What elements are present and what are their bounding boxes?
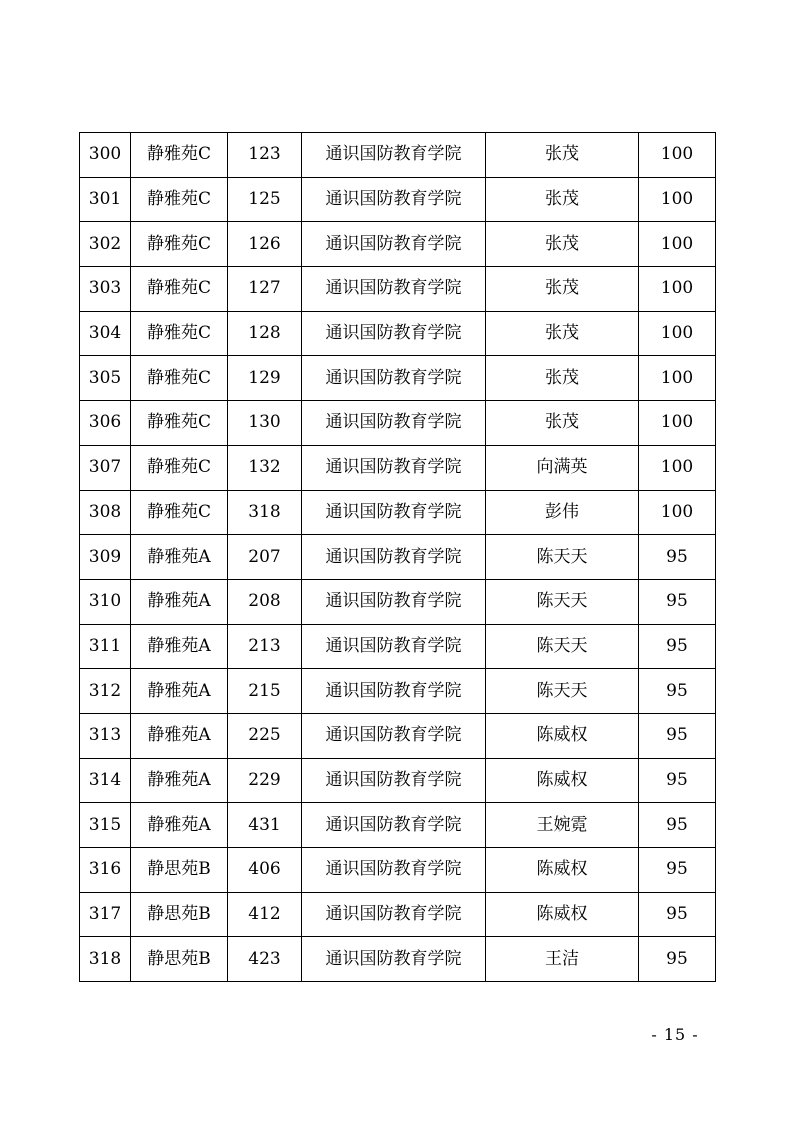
table-row (80, 177, 716, 222)
score-cell: 95 (639, 803, 716, 848)
table-row (80, 758, 716, 803)
building-cell: 静雅苑C (131, 267, 228, 312)
score-cell: 95 (639, 892, 716, 937)
row-number-cell: 306 (80, 401, 131, 446)
score-cell: 95 (639, 579, 716, 624)
building-cell: 静雅苑A (131, 579, 228, 624)
building-cell: 静思苑B (131, 892, 228, 937)
row-number-cell: 308 (80, 490, 131, 535)
building-cell: 静雅苑A (131, 669, 228, 714)
row-number-cell: 300 (80, 133, 131, 178)
college-cell: 通识国防教育学院 (302, 490, 486, 535)
table-body (80, 133, 716, 982)
table-row (80, 267, 716, 312)
room-number-cell: 125 (228, 177, 302, 222)
building-cell: 静雅苑C (131, 356, 228, 401)
room-number-cell: 130 (228, 401, 302, 446)
score-cell: 100 (639, 445, 716, 490)
room-number-cell: 207 (228, 535, 302, 580)
room-number-cell: 229 (228, 758, 302, 803)
college-cell: 通识国防教育学院 (302, 758, 486, 803)
row-number-cell: 310 (80, 579, 131, 624)
building-cell: 静雅苑A (131, 803, 228, 848)
row-number-cell: 303 (80, 267, 131, 312)
score-cell: 100 (639, 401, 716, 446)
building-cell: 静雅苑A (131, 624, 228, 669)
table-row (80, 535, 716, 580)
score-cell: 100 (639, 490, 716, 535)
building-cell: 静思苑B (131, 848, 228, 893)
building-cell: 静雅苑C (131, 177, 228, 222)
building-cell: 静雅苑C (131, 490, 228, 535)
responsible-person-cell: 陈威权 (486, 848, 639, 893)
responsible-person-cell: 陈威权 (486, 713, 639, 758)
table-row (80, 311, 716, 356)
room-number-cell: 215 (228, 669, 302, 714)
table-row (80, 624, 716, 669)
score-cell: 95 (639, 937, 716, 982)
table-row (80, 133, 716, 178)
table-row (80, 356, 716, 401)
college-cell: 通识国防教育学院 (302, 848, 486, 893)
page-number: - 15 - (651, 1025, 699, 1044)
responsible-person-cell: 张茂 (486, 222, 639, 267)
room-number-cell: 208 (228, 579, 302, 624)
responsible-person-cell: 陈天天 (486, 624, 639, 669)
score-cell: 95 (639, 713, 716, 758)
room-number-cell: 127 (228, 267, 302, 312)
score-cell: 95 (639, 535, 716, 580)
score-cell: 100 (639, 356, 716, 401)
building-cell: 静雅苑C (131, 311, 228, 356)
college-cell: 通识国防教育学院 (302, 311, 486, 356)
row-number-cell: 305 (80, 356, 131, 401)
college-cell: 通识国防教育学院 (302, 937, 486, 982)
college-cell: 通识国防教育学院 (302, 803, 486, 848)
score-cell: 100 (639, 311, 716, 356)
college-cell: 通识国防教育学院 (302, 133, 486, 178)
table-row (80, 892, 716, 937)
building-cell: 静思苑B (131, 937, 228, 982)
row-number-cell: 307 (80, 445, 131, 490)
room-number-cell: 129 (228, 356, 302, 401)
responsible-person-cell: 陈威权 (486, 892, 639, 937)
row-number-cell: 309 (80, 535, 131, 580)
row-number-cell: 318 (80, 937, 131, 982)
college-cell: 通识国防教育学院 (302, 713, 486, 758)
room-number-cell: 132 (228, 445, 302, 490)
responsible-person-cell: 王婉霓 (486, 803, 639, 848)
building-cell: 静雅苑C (131, 445, 228, 490)
responsible-person-cell: 陈威权 (486, 758, 639, 803)
room-number-cell: 423 (228, 937, 302, 982)
row-number-cell: 317 (80, 892, 131, 937)
row-number-cell: 304 (80, 311, 131, 356)
table-row (80, 848, 716, 893)
college-cell: 通识国防教育学院 (302, 579, 486, 624)
responsible-person-cell: 王洁 (486, 937, 639, 982)
responsible-person-cell: 陈天天 (486, 669, 639, 714)
college-cell: 通识国防教育学院 (302, 624, 486, 669)
row-number-cell: 312 (80, 669, 131, 714)
college-cell: 通识国防教育学院 (302, 535, 486, 580)
responsible-person-cell: 张茂 (486, 177, 639, 222)
responsible-person-cell: 张茂 (486, 401, 639, 446)
building-cell: 静雅苑A (131, 758, 228, 803)
row-number-cell: 315 (80, 803, 131, 848)
score-cell: 95 (639, 669, 716, 714)
table-row (80, 401, 716, 446)
table-row (80, 669, 716, 714)
table-row (80, 713, 716, 758)
building-cell: 静雅苑C (131, 401, 228, 446)
room-number-cell: 318 (228, 490, 302, 535)
room-number-cell: 406 (228, 848, 302, 893)
score-cell: 100 (639, 267, 716, 312)
table-row (80, 937, 716, 982)
score-cell: 100 (639, 222, 716, 267)
responsible-person-cell: 陈天天 (486, 535, 639, 580)
college-cell: 通识国防教育学院 (302, 177, 486, 222)
room-number-cell: 412 (228, 892, 302, 937)
room-number-cell: 123 (228, 133, 302, 178)
row-number-cell: 314 (80, 758, 131, 803)
building-cell: 静雅苑A (131, 713, 228, 758)
row-number-cell: 311 (80, 624, 131, 669)
building-cell: 静雅苑A (131, 535, 228, 580)
responsible-person-cell: 向满英 (486, 445, 639, 490)
college-cell: 通识国防教育学院 (302, 222, 486, 267)
row-number-cell: 302 (80, 222, 131, 267)
score-cell: 95 (639, 848, 716, 893)
room-number-cell: 128 (228, 311, 302, 356)
table-row (80, 490, 716, 535)
college-cell: 通识国防教育学院 (302, 356, 486, 401)
score-cell: 95 (639, 624, 716, 669)
row-number-cell: 316 (80, 848, 131, 893)
room-number-cell: 213 (228, 624, 302, 669)
room-number-cell: 431 (228, 803, 302, 848)
score-cell: 100 (639, 133, 716, 178)
dormitory-score-table (79, 132, 716, 982)
table-row (80, 579, 716, 624)
responsible-person-cell: 张茂 (486, 133, 639, 178)
responsible-person-cell: 彭伟 (486, 490, 639, 535)
responsible-person-cell: 张茂 (486, 267, 639, 312)
score-cell: 100 (639, 177, 716, 222)
college-cell: 通识国防教育学院 (302, 892, 486, 937)
room-number-cell: 225 (228, 713, 302, 758)
responsible-person-cell: 陈天天 (486, 579, 639, 624)
table-row (80, 803, 716, 848)
table-row (80, 445, 716, 490)
college-cell: 通识国防教育学院 (302, 445, 486, 490)
college-cell: 通识国防教育学院 (302, 267, 486, 312)
row-number-cell: 301 (80, 177, 131, 222)
score-cell: 95 (639, 758, 716, 803)
responsible-person-cell: 张茂 (486, 356, 639, 401)
building-cell: 静雅苑C (131, 133, 228, 178)
table-row (80, 222, 716, 267)
responsible-person-cell: 张茂 (486, 311, 639, 356)
college-cell: 通识国防教育学院 (302, 669, 486, 714)
building-cell: 静雅苑C (131, 222, 228, 267)
college-cell: 通识国防教育学院 (302, 401, 486, 446)
row-number-cell: 313 (80, 713, 131, 758)
room-number-cell: 126 (228, 222, 302, 267)
